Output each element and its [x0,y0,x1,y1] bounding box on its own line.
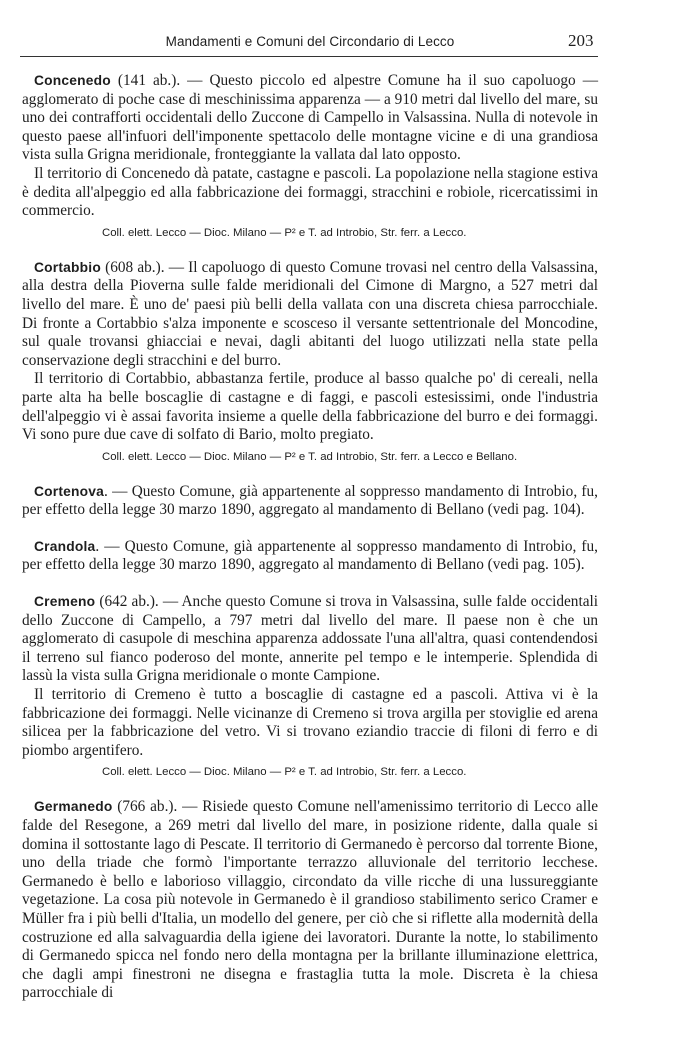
page-number: 203 [568,31,594,50]
entry-paragraph [22,72,598,165]
entry-cremeno [22,593,598,780]
entry-concenedo [22,72,598,241]
entry-paragraph [22,483,598,520]
entry-paragraph: Il territorio di Concenedo dà patate, castagne e pascoli. La popolazione nella stagione estiva è dedita all'alpeggio ed alla fabbricazione dei formaggi, stracchini e robiole, ricercatissimi in commercio. [22,164,598,220]
running-head: Mandamenti e Comuni del Circondario di Lecco [165,34,455,49]
collegio-line: Coll. elett. Lecco — Dioc. Milano — P² e T. ad Introbio, Str. ferr. a Lecco e Bellano. [102,450,518,463]
entry-title: Germanedo [34,799,113,815]
header-rule [20,56,598,57]
entry-cortenova [22,483,598,520]
entry-paragraph [22,538,598,575]
page-body [22,72,598,1021]
collegio-line: Coll. elett. Lecco — Dioc. Milano — P² e T. ad Introbio, Str. ferr. a Lecco. [102,226,467,239]
entry-text: (642 ab.). — Anche questo Comune si trova in Valsassina, sulle falde occidentali dello Zuccone di Campello, a 797 metri dal livello del mare. Il paese non è che un agglomerato di casupole di meschina apparenza addossate l'una all'altra, quasi contendendosi il terreno sul fianco poderoso del monte, annerite pel tempo e le intemperie. Splendida di lassù la vista sulla Grigna meridionale o monte Campione. [22,593,598,685]
collegio-line: Coll. elett. Lecco — Dioc. Milano — P² e T. ad Introbio, Str. ferr. a Lecco. [102,766,467,779]
entry-title: Cortabbio [34,259,101,275]
entry-title: Crandola [34,538,96,554]
entry-paragraph [22,798,598,1003]
entry-title: Cremeno [34,594,96,610]
entry-crandola [22,538,598,575]
entry-paragraph [22,593,598,686]
entry-text: . — Questo Comune, già appartenente al soppresso mandamento di Introbio, fu, per effetto della legge 30 marzo 1890, aggregato al mandamento di Bellano (vedi pag. 105). [22,537,598,574]
entry-text: (608 ab.). — Il capoluogo di questo Comune trovasi nel centro della Valsassina, alla destra della Pioverna sulle falde meridionali del Cimone di Margno, a 527 metri dal livello del mare. È uno de' paesi più belli della vallata con una discreta chiesa parrocchiale. Di fronte a Cortabbio s'alza imponente e scosceso il versante settentrionale del Moncodine, sul quale trovansi ghiacciai e nevai, dagli abitanti del luogo utilizzati nella state pella conservazione degli stracchini e del burro. [22,258,598,369]
entry-title: Cortenova [34,483,105,499]
entry-text: . — Questo Comune, già appartenente al soppresso mandamento di Introbio, fu, per effetto della legge 30 marzo 1890, aggregato al mandamento di Bellano (vedi pag. 104). [22,482,598,519]
entry-cortabbio [22,259,598,465]
entry-paragraph: Il territorio di Cortabbio, abbastanza fertile, produce al basso qualche po' di cereali, nella parte alta ha belle boscaglie di castagne e di faggi, e pascoli estesissimi, onde l'industria dell'alpeggio vi è assai favorita insieme a quelle della fabbricazione del burro e dei formaggi. Vi sono pure due cave di solfato di Bario, molto pregiato. [22,370,598,444]
entry-title: Concenedo [34,73,111,88]
entry-paragraph [22,259,598,371]
entry-paragraph: Il territorio di Cremeno è tutto a boscaglie di castagne ed a pascoli. Attiva vi è la fabbricazione dei formaggi. Nelle vicinanze di Cremeno si trova argilla per stoviglie ed arena silicea per la fabbricazione del vetro. Vi si trovano eziandio traccie di filoni di ferro e di piombo argentifero. [22,686,598,759]
entry-germanedo [22,798,598,1003]
entry-text: (141 ab.). — Questo piccolo ed alpestre Comune ha il suo capoluogo — agglomerato di poche case di meschinissima apparenza — a 910 metri dal livello del mare, su uno dei contrafforti occidentali dello Zuccone di Campello in Valsassina. Nulla di notevole in questo paese all'infuori dell'imponente spettacolo delle montagne vicine e di una grandiosa vista sulla Grigna meridionale, fronteggiante la vallata dal lato opposto. [22,72,598,164]
entry-text: (766 ab.). — Risiede questo Comune nell'amenissimo territorio di Lecco alle falde del Resegone, a 269 metri dal livello del mare, in posizione ridente, dalla quale si domina il sottostante lago di Pescate. Il territorio di Germanedo è percorso dal torrente Bione, uno della triade che formò l'importante terrazzo alluvionale del territorio lecchese. Germanedo è bello e laborioso villaggio, circondato da ville ricche di una lussureggiante vegetazione. La cosa più notevole in Germanedo è il grandioso stabilimento serico Cramer e Müller fra i più belli d'Italia, un modello del genere, per ciò che si riflette alla modernità della costruzione ed alla salvaguardia della igiene dei lavoratori. Durante la notte, lo stabilimento di Germanedo spicca nel fondo nero della montagna per la brillante illuminazione elettrica, che dagli ampi finestroni ne disegna e frastaglia tutta la mole. Discreta è la chiesa parrocchiale di [22,798,598,1002]
